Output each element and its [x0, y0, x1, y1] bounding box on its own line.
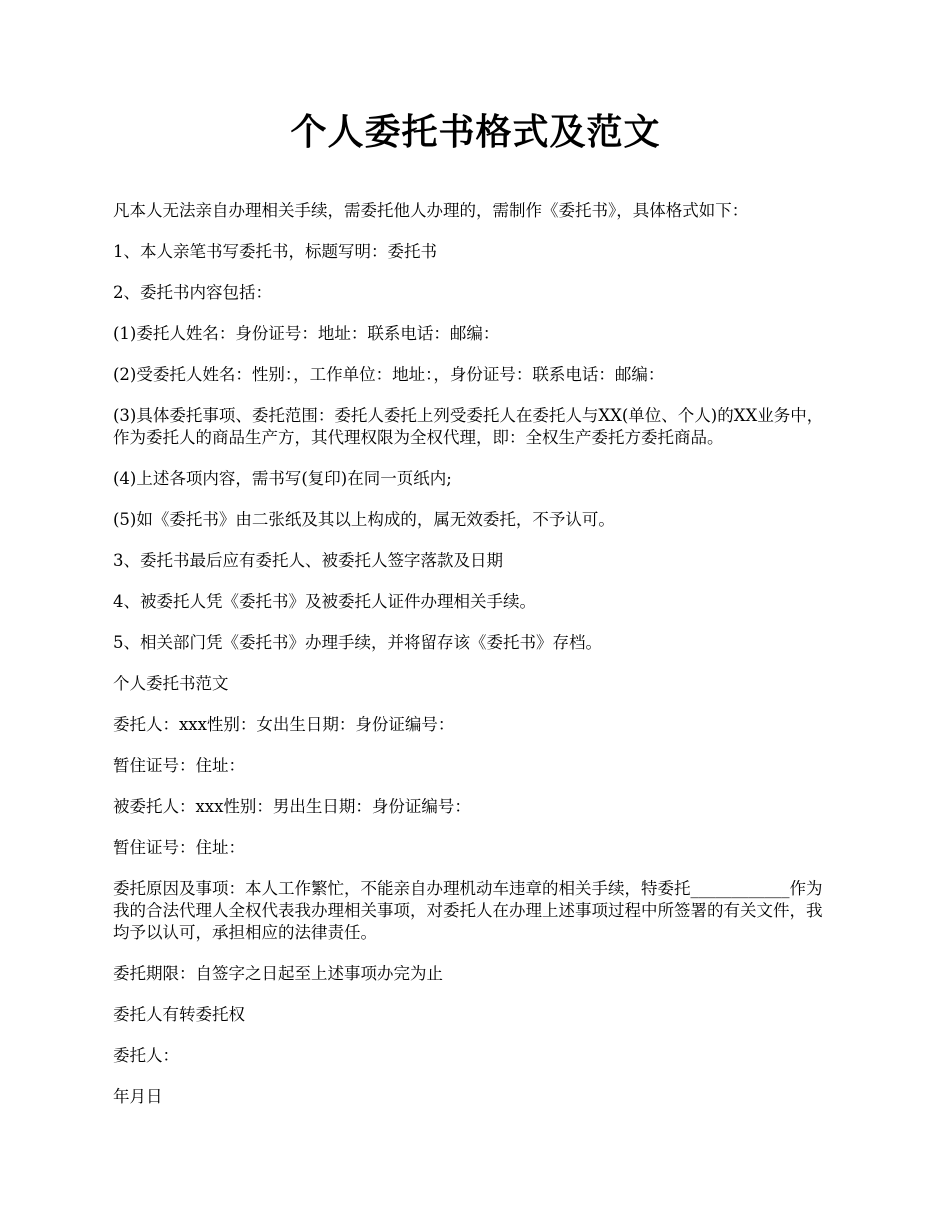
paragraph-subitem-1: (1)委托人姓名：身份证号：地址：联系电话：邮编： — [113, 324, 500, 343]
paragraph-reason: 委托原因及事项：本人工作繁忙，不能亲自办理机动车违章的相关手续，特委托____________作为我的合法代理人全权代表我办理相关事项，对委托人在办理上述事项过程中所签署的有关文件，我均予以认可，承担相应的法律责任。 — [113, 879, 823, 942]
paragraph-item-2: 2、委托书内容包括： — [113, 283, 272, 302]
paragraph-principal-residence: 暂住证号：住址： — [113, 756, 245, 775]
paragraph-principal-info: 委托人：xxx性别：女出生日期：身份证编号： — [113, 715, 455, 734]
section-heading-sample: 个人委托书范文 — [113, 674, 229, 693]
paragraph-signature: 委托人： — [113, 1046, 179, 1065]
paragraph-item-4: 4、被委托人凭《委托书》及被委托人证件办理相关手续。 — [113, 592, 536, 611]
paragraph-subitem-4: (4)上述各项内容，需书写(复印)在同一页纸内; — [113, 469, 452, 488]
paragraph-item-5: 5、相关部门凭《委托书》办理手续，并将留存该《委托书》存档。 — [113, 633, 602, 652]
paragraph-term: 委托期限：自签字之日起至上述事项办完为止 — [113, 964, 443, 983]
paragraph-intro: 凡本人无法亲自办理相关手续，需委托他人办理的，需制作《委托书》，具体格式如下： — [113, 201, 749, 220]
paragraph-subitem-2: (2)受委托人姓名：性别：，工作单位：地址：，身份证号：联系电话：邮编： — [113, 365, 665, 384]
paragraph-item-1: 1、本人亲笔书写委托书，标题写明：委托书 — [113, 242, 437, 261]
paragraph-agent-info: 被委托人：xxx性别：男出生日期：身份证编号： — [113, 797, 471, 816]
paragraph-subdelegation: 委托人有转委托权 — [113, 1005, 245, 1024]
document-title: 个人委托书格式及范文 — [290, 111, 661, 153]
paragraph-subitem-5: (5)如《委托书》由二张纸及其以上构成的，属无效委托，不予认可。 — [113, 510, 615, 529]
document-body — [113, 200, 838, 1108]
paragraph-agent-residence: 暂住证号：住址： — [113, 838, 245, 857]
paragraph-date: 年月日 — [113, 1087, 163, 1106]
paragraph-item-3: 3、委托书最后应有委托人、被委托人签字落款及日期 — [113, 551, 503, 570]
paragraph-subitem-3: (3)具体委托事项、委托范围：委托人委托上列受委托人在委托人与XX(单位、个人)的XX业务中，作为委托人的商品生产方，其代理权限为全权代理，即：全权生产委托方委托商品。 — [113, 406, 824, 447]
